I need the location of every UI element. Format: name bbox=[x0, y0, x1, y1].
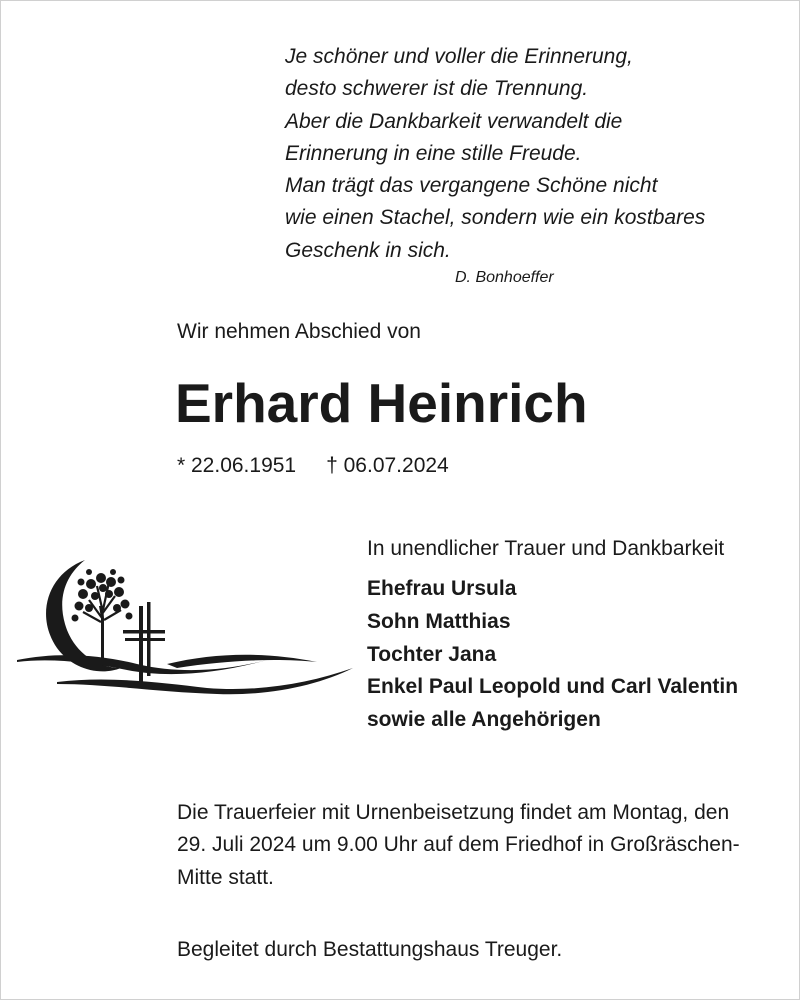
bonhoeffer-quote bbox=[285, 41, 755, 267]
life-dates bbox=[177, 454, 449, 478]
death-date: † 06.07.2024 bbox=[326, 454, 449, 477]
mourners-list bbox=[367, 573, 738, 737]
ceremony-line: 29. Juli 2024 um 9.00 Uhr auf dem Friedhof in Großräschen- bbox=[177, 833, 740, 857]
mourner-name: Sohn Matthias bbox=[367, 609, 511, 633]
ceremony-line: Mitte statt. bbox=[177, 865, 274, 889]
tree-moon-cross-icon bbox=[17, 556, 353, 696]
undertaker-note: Begleitet durch Bestattungshaus Treuger. bbox=[177, 938, 563, 961]
quote-line: Aber die Dankbarkeit verwandelt die bbox=[285, 109, 623, 133]
quote-line: Geschenk in sich. bbox=[285, 238, 451, 262]
quote-author: D. Bonhoeffer bbox=[455, 269, 554, 286]
quote-line: Man trägt das vergangene Schöne nicht bbox=[285, 174, 658, 198]
birth-date: * 22.06.1951 bbox=[177, 454, 297, 477]
ceremony-line: Die Trauerfeier mit Urnenbeisetzung findet am Montag, den bbox=[177, 801, 730, 824]
mourning-heading: In unendlicher Trauer und Dankbarkeit bbox=[367, 537, 725, 560]
mourner-name: sowie alle Angehörigen bbox=[367, 708, 601, 732]
ceremony-details bbox=[177, 797, 777, 894]
mourner-name: Tochter Jana bbox=[367, 642, 497, 666]
farewell-intro: Wir nehmen Abschied von bbox=[177, 320, 421, 343]
quote-line: Je schöner und voller die Erinnerung, bbox=[285, 45, 633, 68]
quote-line: Erinnerung in eine stille Freude. bbox=[285, 141, 582, 165]
mourner-name: Ehefrau Ursula bbox=[367, 577, 517, 600]
deceased-name: Erhard Heinrich bbox=[175, 372, 588, 434]
quote-line: wie einen Stachel, sondern wie ein kostbares bbox=[285, 206, 706, 230]
quote-line: desto schwerer ist die Trennung. bbox=[285, 77, 589, 101]
mourner-name: Enkel Paul Leopold und Carl Valentin bbox=[367, 675, 739, 699]
